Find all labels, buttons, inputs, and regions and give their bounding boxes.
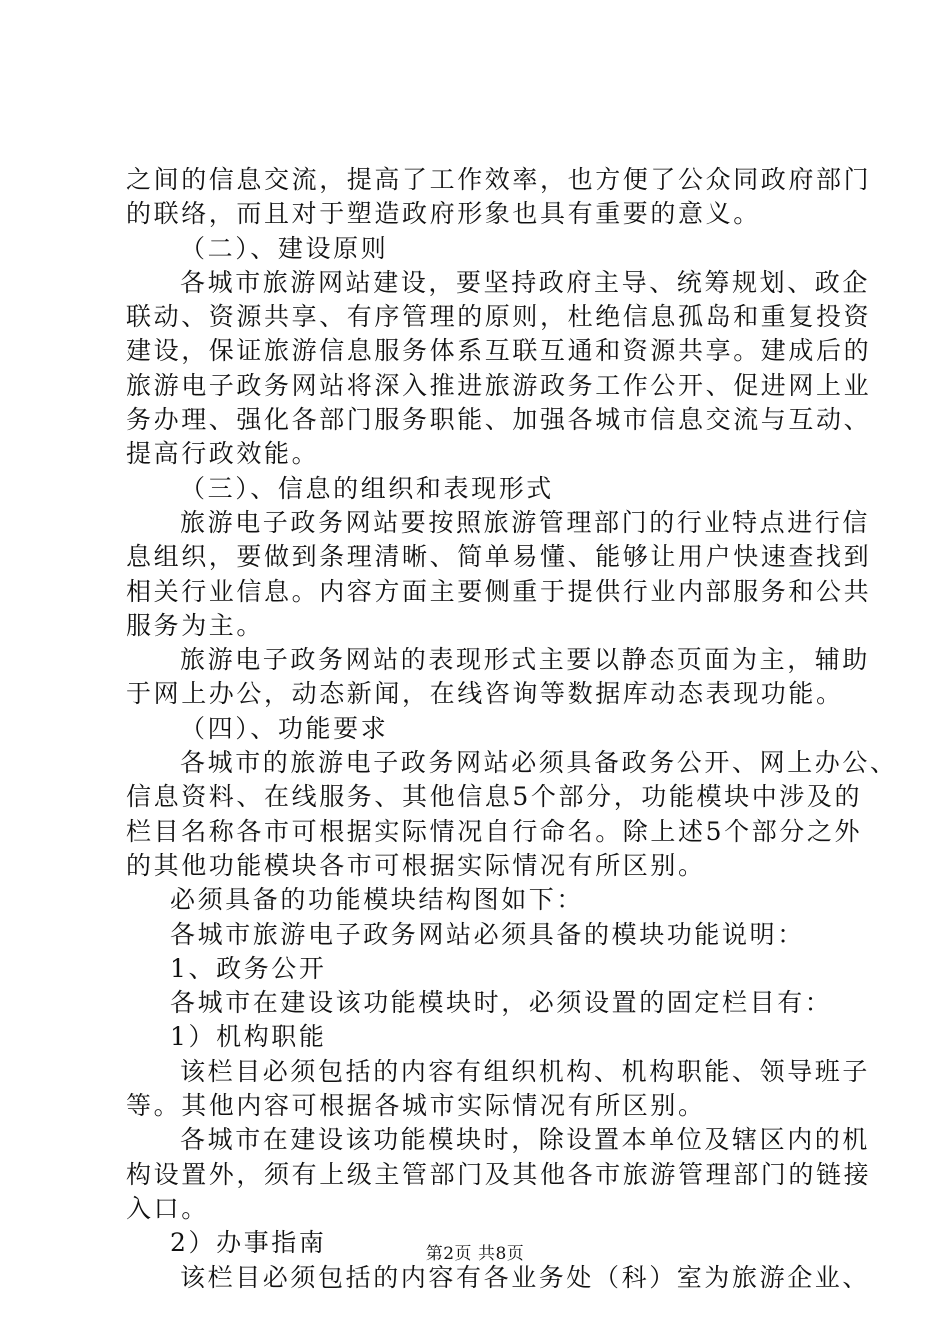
- text-line: 服务为主。: [126, 610, 265, 640]
- section-heading: 1）机构职能: [170, 1022, 327, 1052]
- text-line: 务办理、强化各部门服务职能、加强各城市信息交流与互动、: [126, 405, 872, 435]
- text-line: 栏目名称各市可根据实际情况自行命名。除上述5个部分之外: [126, 816, 863, 846]
- text-line: 息组织，要做到条理清晰、简单易懂、能够让用户快速查找到: [126, 542, 872, 572]
- text-line: 入口。: [126, 1193, 209, 1223]
- text-line: 之间的信息交流，提高了工作效率，也方便了公众同政府部门: [126, 165, 872, 194]
- text-line: 该栏目必须包括的内容有组织机构、机构职能、领导班子: [180, 1056, 871, 1086]
- page-number: 第2页 共8页: [425, 1244, 525, 1264]
- text-line: 信息资料、在线服务、其他信息5个部分，功能模块中涉及的: [126, 782, 863, 812]
- section-heading: （四）、功能要求: [180, 713, 389, 743]
- text-line: 构设置外，须有上级主管部门及其他各市旅游管理部门的链接: [126, 1159, 872, 1189]
- text-line: 必须具备的功能模块结构图如下：: [170, 885, 585, 915]
- section-heading: （三）、信息的组织和表现形式: [180, 473, 554, 503]
- text-line: 建设，保证旅游信息服务体系互联互通和资源共享。建成后的: [126, 336, 872, 366]
- section-heading: 2）办事指南: [170, 1228, 327, 1258]
- text-line: 各城市旅游网站建设，要坚持政府主导、统筹规划、政企: [180, 267, 871, 297]
- text-line: 旅游电子政务网站的表现形式主要以静态页面为主，辅助: [180, 645, 871, 675]
- text-line: 旅游电子政务网站将深入推进旅游政务工作公开、促进网上业: [126, 370, 872, 400]
- text-line: 的其他功能模块各市可根据实际情况有所区别。: [126, 850, 706, 880]
- text-line: 于网上办公，动态新闻，在线咨询等数据库动态表现功能。: [126, 679, 844, 709]
- text-line: 各城市的旅游电子政务网站必须具备政务公开、网上办公、: [180, 748, 898, 778]
- text-line: 相关行业信息。内容方面主要侧重于提供行业内部服务和公共: [126, 576, 872, 606]
- section-heading: （二）、建设原则: [180, 233, 389, 263]
- text-line: 的联络，而且对于塑造政府形象也具有重要的意义。: [126, 199, 761, 229]
- text-line: 该栏目必须包括的内容有各业务处（科）室为旅游企业、: [180, 1262, 871, 1292]
- text-line: 各城市在建设该功能模块时，必须设置的固定栏目有：: [170, 988, 833, 1018]
- text-line: 旅游电子政务网站要按照旅游管理部门的行业特点进行信: [180, 507, 871, 537]
- text-line: 提高行政效能。: [126, 439, 320, 469]
- text-line: 各城市在建设该功能模块时，除设置本单位及辖区内的机: [180, 1125, 871, 1155]
- text-line: 各城市旅游电子政务网站必须具备的模块功能说明：: [170, 919, 805, 949]
- text-line: 联动、资源共享、有序管理的原则，杜绝信息孤岛和重复投资: [126, 302, 872, 332]
- text-line: 等。其他内容可根据各城市实际情况有所区别。: [126, 1091, 706, 1121]
- section-heading: 1、政务公开: [170, 953, 327, 983]
- document-body: [126, 163, 898, 1295]
